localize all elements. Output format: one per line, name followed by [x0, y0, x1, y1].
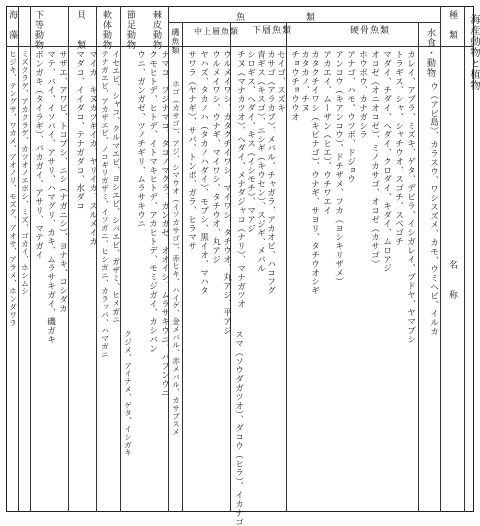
col-mid-3: ヤハズ、タカノハ（タカノハダイ）、モブシ、黒イオ、マハタ — [198, 50, 209, 295]
col-bony-5: ホウボウ、カナガシラ — [357, 50, 368, 139]
col-shell-2: マテ、バイ、イソバイ、アサリ、ハマグリ、カキ、ムラサキガイ、磯ガキ — [45, 50, 56, 344]
col-lower-animal-1: ミズクラゲ、アカクラゲ、カツオノエボシ、ミズ、ゴカイ、ホシムシ — [20, 50, 30, 295]
col-rock-1: ホゴ（カサゴ）、アジ、シマウオ（イソカサゴ）、赤ヒキ、ハイゲ、金メバル、赤メバル、カサブスメ — [171, 80, 181, 436]
name-header: 名 称 — [447, 260, 457, 300]
divider-bony — [286, 22, 287, 512]
col-bony-9: カタクチイワシ（キビナゴ）、ウナギ、サヨリ、タチウオシギ — [309, 50, 320, 295]
category-shellfish: 貝 類 — [75, 10, 85, 50]
col-lower-6: スマ（ソウダガツオ）、ダコウ（ヒラ）、イカナゴ — [233, 330, 244, 526]
col-echino-1: ナマコ、フジナマコ、タコノマクラ、ガンガゼ、オオイシ、ムラサキウニ、バフンウニ — [159, 50, 170, 398]
col-moll-2: マダコ、イイダコ、テナガダコ、水ダコ — [74, 50, 85, 211]
category-mollusk: 軟体動物 — [101, 10, 111, 50]
col-arth-2: テナガエビ、アカザエビ、ノコギリガザミ、イソガニ、ヒシガニ、カラッパ、ハマガニ — [100, 50, 110, 359]
col-seaweed-1: ヒジキ、テングサ、ワカメ、アオノリ、モズク、アオサ、アラメ、ホンダワラ — [8, 50, 18, 327]
col-bony-3: マダイ、チダイ、ヘダイ、クロダイ、キダイ、ムロアジ — [381, 50, 392, 273]
category-lower-animal: 下等動物 — [33, 10, 43, 50]
page-title: 海産動物と植物 — [468, 14, 479, 91]
col-mid-4: サワラ（ヤナギ）、サバ、トンボ、ガラ、ヒラマサ — [186, 50, 197, 251]
col-mid-1: ウルメイワシ、カタクチイワシ、マイワシ、タチウオ、丸アジ、平アジ — [221, 50, 232, 335]
col-lower-3: 青ギス（キスゴ）、ニシギ（キウセン）、スジギ、メバル — [255, 50, 266, 273]
col-rock-2: クジメ、アイナメ、ゲタ、イシガキ — [123, 330, 133, 457]
category-lower-fish: 下層魚類 — [252, 26, 293, 36]
col-lower-5: チヌ（マナカツオ）、ヘダイ、メナダジャコ（ナリ）、マナガツオ — [235, 50, 246, 309]
fish-header: 魚 類 — [236, 13, 317, 23]
col-bony-4: オコゼ（オニオコゼ）、ミノカサゴ、オコゼ（カサゴ） — [369, 50, 380, 269]
col-bony-11: チョウチョウウオ — [289, 50, 300, 122]
divider-title — [464, 6, 465, 512]
col-mid-2: ウルメイワシ、ウナギ、マイワシ、タチウオ、丸アジ — [210, 50, 221, 264]
col-bony-1: カレイ、アブラ、ミズキ、ゲタ、デビラ、イシガレイ、ブドヤ、ヤマブシ — [405, 50, 416, 344]
category-arthropod: 節足動物 — [125, 10, 135, 50]
col-bony-6: アナゴ、ハモ、ウツボ、ドジョウ — [345, 50, 356, 184]
category-rock: 磯魚類 — [171, 28, 180, 55]
col-bony-7: アンコウ（キアンコウ）、ドチザメ、フカ（ヨシキリザメ） — [333, 50, 344, 286]
category-mid-upper: 中上層魚類 — [194, 27, 239, 36]
col-bony-2: トラギス、シャ、シャチウオ、スゴチ、スベゴチ — [393, 50, 404, 246]
col-bony-10: カタカノ、チヌ — [299, 50, 310, 113]
divider-water — [418, 22, 419, 512]
col-shell-3: ボンガキ（タイラギ）、バカガイ、アサリ、マテガイ — [33, 50, 44, 260]
col-bony-8: アカエイ、ムーザン（ヒエ）、ウチワエイ — [321, 50, 332, 215]
category-bony-fish: 硬骨魚類 — [350, 26, 391, 36]
col-moll-1: マイカ、キヌカツギイカ、ヤリイカ、スルメイカ — [87, 50, 98, 246]
category-seaweed: 海 藻 — [7, 10, 17, 40]
category-water-food: 水食・動物 — [425, 28, 435, 78]
col-lower-4: シロギス、ヘダイ、キス（イシモチ）、マアジ — [245, 50, 256, 233]
col-lower-1: セイゴ、スズキ — [275, 50, 286, 113]
col-lower-2: カサゴ（アラカブ）、メバル、チャガラ、アカオビ、ハコフグ — [265, 50, 276, 295]
kind-header: 種 類 — [447, 10, 457, 40]
col-shell-1: サザエ、アワビ、トコブシ、ニシ（ナガニシ）、ヨナキ、コシダカ — [57, 50, 68, 313]
divider-mid — [182, 22, 183, 512]
divider-moll — [68, 6, 69, 512]
col-echino-3: ウニ、ガンガゼ、ツノチギリ、ムラサキウニ — [135, 50, 146, 228]
col-arth-1: イセエビ、シャコ、クルマエビ、ヨシエビ、シバエビ、ガザミ、ヒメガニ — [111, 50, 121, 324]
col-echino-2: クモヒトデ、ヒトデ、イトマキヒトデ、アカヒトデ、モミジガイ、カシバン — [147, 50, 158, 353]
category-echinoderm: 棘皮動物 — [151, 10, 161, 50]
col-water-food: ウ（アビ島）、カラスウ、ワシスズメ、カモ、ウミヘビ、イルカ — [428, 82, 439, 336]
divider-kind — [440, 6, 441, 512]
